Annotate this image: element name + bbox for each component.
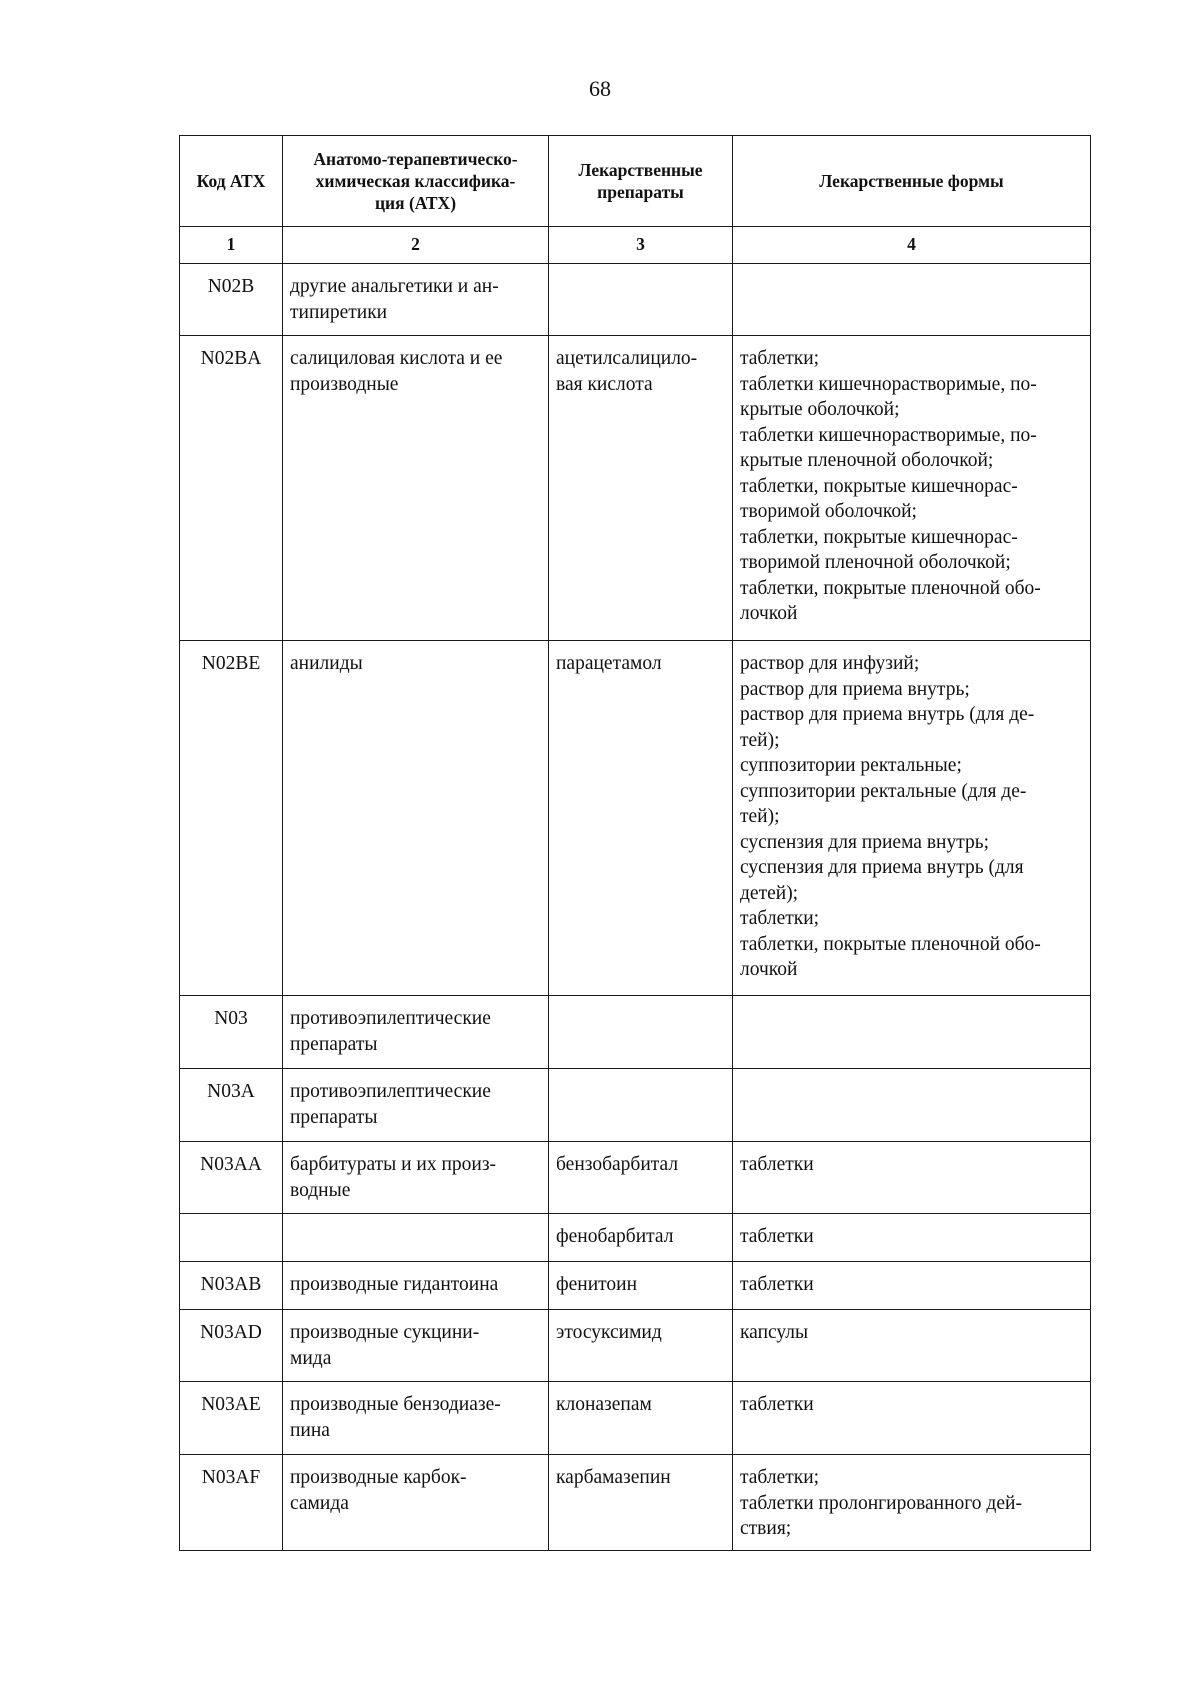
atc-code-cell: N03AD [180, 1310, 283, 1382]
column-number: 4 [733, 227, 1091, 264]
drug-name-cell [549, 1069, 733, 1142]
classification-cell: анилиды [283, 641, 549, 996]
table-row [180, 641, 1091, 996]
header-drugs: Лекарственные препараты [549, 136, 733, 227]
atc-code-cell: N03AE [180, 1382, 283, 1455]
classification-cell: салициловая кислота и ее производные [283, 336, 549, 641]
column-number: 1 [180, 227, 283, 264]
dosage-forms-cell: таблетки [733, 1142, 1091, 1214]
drug-name-cell: клоназепам [549, 1382, 733, 1455]
dosage-forms-cell: таблетки; таблетки пролонгированного дей- ствия; [733, 1455, 1091, 1551]
atc-code-cell: N03AB [180, 1262, 283, 1310]
table-row [180, 1214, 1091, 1262]
dosage-forms-cell: раствор для инфузий; раствор для приема внутрь; раствор для приема внутрь (для де- тей); суппозитории ректальные; суппозитории ректальные (для де- тей); суспензия для приема внутрь; суспензия для приема внутрь (для детей); таблетки; таблетки, покрытые пленочной обо- лочкой [733, 641, 1091, 996]
table-row [180, 1142, 1091, 1214]
table-row [180, 1262, 1091, 1310]
dosage-forms-cell: таблетки [733, 1214, 1091, 1262]
classification-cell [283, 1214, 549, 1262]
page-number: 68 [589, 76, 611, 101]
classification-cell: барбитураты и их произ- водные [283, 1142, 549, 1214]
classification-cell: производные карбок- самида [283, 1455, 549, 1551]
atc-code-cell: N03AA [180, 1142, 283, 1214]
column-number-row [180, 227, 1091, 264]
table-row [180, 1382, 1091, 1455]
dosage-forms-cell: капсулы [733, 1310, 1091, 1382]
atc-code-cell: N02BE [180, 641, 283, 996]
classification-cell: производные бензодиазе- пина [283, 1382, 549, 1455]
atc-code-cell: N03 [180, 996, 283, 1069]
dosage-forms-cell: таблетки [733, 1382, 1091, 1455]
header-dosage-forms: Лекарственные формы [733, 136, 1091, 227]
column-number: 3 [549, 227, 733, 264]
table-row [180, 1455, 1091, 1551]
drug-name-cell: парацетамол [549, 641, 733, 996]
dosage-forms-cell [733, 996, 1091, 1069]
drug-name-cell [549, 996, 733, 1069]
table-row [180, 996, 1091, 1069]
drug-name-cell: ацетилсалицило- вая кислота [549, 336, 733, 641]
drug-name-cell: карбамазепин [549, 1455, 733, 1551]
classification-cell: производные гидантоина [283, 1262, 549, 1310]
classification-cell: противоэпилептические препараты [283, 1069, 549, 1142]
table-row [180, 336, 1091, 641]
dosage-forms-cell: таблетки; таблетки кишечнорастворимые, по- крытые оболочкой; таблетки кишечнорастворимые, по- крытые пленочной оболочкой; таблетки, покрытые кишечнорас- творимой оболочкой; таблетки, покрытые кишечнорас- творимой пленочной оболочкой; таблетки, покрытые пленочной обо- лочкой [733, 336, 1091, 641]
column-number: 2 [283, 227, 549, 264]
atc-code-cell: N02B [180, 264, 283, 336]
table-header-row [180, 136, 1091, 227]
drug-name-cell: бензобарбитал [549, 1142, 733, 1214]
drug-name-cell [549, 264, 733, 336]
classification-cell: производные сукцини- мида [283, 1310, 549, 1382]
header-classification: Анатомо-терапевтическо- химическая классифика- ция (АТХ) [283, 136, 549, 227]
classification-cell: противоэпилептические препараты [283, 996, 549, 1069]
classification-cell: другие анальгетики и ан- типиретики [283, 264, 549, 336]
dosage-forms-cell [733, 264, 1091, 336]
drug-name-cell: фенитоин [549, 1262, 733, 1310]
dosage-forms-cell: таблетки [733, 1262, 1091, 1310]
table-row [180, 264, 1091, 336]
table-row [180, 1310, 1091, 1382]
atc-drug-table [179, 135, 1091, 1551]
dosage-forms-cell [733, 1069, 1091, 1142]
drug-name-cell: этосуксимид [549, 1310, 733, 1382]
header-atc-code: Код АТХ [180, 136, 283, 227]
table-row [180, 1069, 1091, 1142]
atc-code-cell: N03A [180, 1069, 283, 1142]
atc-code-cell: N03AF [180, 1455, 283, 1551]
atc-code-cell [180, 1214, 283, 1262]
atc-code-cell: N02BA [180, 336, 283, 641]
drug-name-cell: фенобарбитал [549, 1214, 733, 1262]
